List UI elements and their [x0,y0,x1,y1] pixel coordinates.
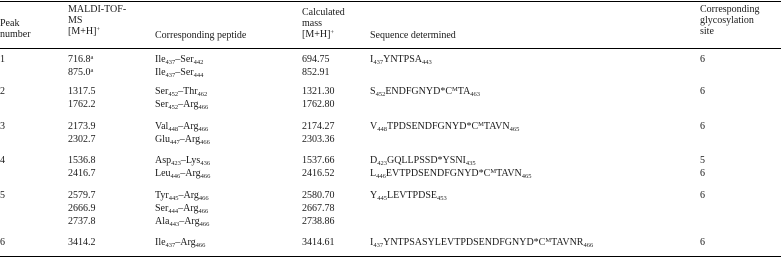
calc-mass-cell: 2738.86 [302,216,335,227]
header-maldi-line3: [M+H]+ [68,26,101,37]
header-peak-line1: Peak [0,18,20,29]
peptide-cell: Glu$_{447}$–Arg$_{466}$ [155,134,210,146]
table-top-rule [0,1,781,2]
header-maldi-line2: MS [68,15,83,26]
maldi-value-cell: 3414.2 [68,237,96,248]
header-peak-line2: number [0,29,31,40]
header-site-line1: Corresponding [700,4,760,15]
peptide-cell: Asp$_{423}$–Lys$_{436}$ [155,155,211,167]
peptide-cell: Ser$_{444}$–Arg$_{466}$ [155,203,209,215]
peptide-cell: Ile$_{437}$–Ser$_{442}$ [155,54,204,66]
header-calc-line2: mass [302,18,322,29]
header-rule [0,48,781,49]
peptide-cell: Ala$_{443}$–Arg$_{466}$ [155,216,210,228]
header-calc-line3: [M+H]+ [302,29,335,40]
peak-number-cell: 4 [0,155,5,166]
calc-mass-cell: 3414.61 [302,237,335,248]
maldi-value-cell: 875.0$^a$ [68,67,94,78]
maldi-value-cell: 1536.8 [68,155,96,166]
calc-mass-cell: 1762.80 [302,99,335,110]
calc-mass-cell: 852.91 [302,67,330,78]
glyco-site-cell: 6 [700,86,705,97]
calc-mass-cell: 1321.30 [302,86,335,97]
maldi-value-cell: 2302.7 [68,134,96,145]
peak-number-cell: 2 [0,86,5,97]
peptide-cell: Ile$_{437}$–Arg$_{466}$ [155,237,206,249]
header-glyco-site [700,4,780,37]
maldi-value-cell: 716.8$^a$ [68,54,94,65]
header-peptide: Corresponding peptide [155,30,247,41]
table-bottom-rule [0,256,781,257]
sequence-cell: $Y_{445}LEVTPDSE_{453}$ [370,190,447,202]
maldi-value-cell: 1762.2 [68,99,96,110]
calc-mass-cell: 2174.27 [302,121,335,132]
calc-mass-cell: 2667.78 [302,203,335,214]
peak-number-cell: 3 [0,121,5,132]
glyco-site-cell: 6 [700,190,705,201]
sequence-cell: $I_{437}YNTPSASYLEVTPDSENDFGNYD*C^MTAVNR_{466}$ [370,237,594,249]
peak-number-cell: 1 [0,54,5,65]
header-peak-number [0,18,60,40]
peptide-cell: Leu$_{446}$–Arg$_{466}$ [155,168,211,180]
peptide-cell: Ile$_{437}$–Ser$_{444}$ [155,67,204,79]
sequence-cell: $V_{448}TPDSENDFGNYD*C^MTAVN_{465}$ [370,121,520,133]
sequence-cell: $S_{452}ENDFGNYD*C^MTA_{463}$ [370,86,481,98]
peptide-cell: Tyr$_{445}$–Arg$_{466}$ [155,190,209,202]
peptide-cell: Val$_{448}$–Arg$_{466}$ [155,121,209,133]
header-sequence: Sequence determined [370,30,456,41]
calc-mass-cell: 2580.70 [302,190,335,201]
header-calc-line1: Calculated [302,7,345,18]
glyco-site-cell: 6 [700,168,705,179]
maldi-value-cell: 2737.8 [68,216,96,227]
maldi-value-cell: 2579.7 [68,190,96,201]
glyco-site-cell: 6 [700,237,705,248]
peptide-cell: Ser$_{452}$–Thr$_{462}$ [155,86,208,98]
maldi-value-cell: 2666.9 [68,203,96,214]
header-maldi [68,4,138,37]
calc-mass-cell: 1537.66 [302,155,335,166]
calc-mass-cell: 2416.52 [302,168,335,179]
maldi-value-cell: 2416.7 [68,168,96,179]
maldi-value-cell: 2173.9 [68,121,96,132]
sequence-cell: $I_{437}YNTPSA_{443}$ [370,54,432,66]
header-calc-mass [302,7,372,40]
header-maldi-line1: MALDI-TOF- [68,4,127,15]
peak-number-cell: 6 [0,237,5,248]
header-site-line2: glycosylation [700,15,754,26]
sequence-cell: $L_{446}EVTPDSENDFGNYD*C^MTAVN_{465}$ [370,168,532,180]
peptide-cell: Ser$_{452}$–Arg$_{466}$ [155,99,209,111]
sequence-cell: $D_{423}GQLLPSSD*YSNI_{435}$ [370,155,476,167]
calc-mass-cell: 2303.36 [302,134,335,145]
header-site-line3: site [700,26,714,37]
peak-number-cell: 5 [0,190,5,201]
maldi-value-cell: 1317.5 [68,86,96,97]
glyco-site-cell: 6 [700,54,705,65]
glyco-site-cell: 5 [700,155,705,166]
calc-mass-cell: 694.75 [302,54,330,65]
glyco-site-cell: 6 [700,121,705,132]
